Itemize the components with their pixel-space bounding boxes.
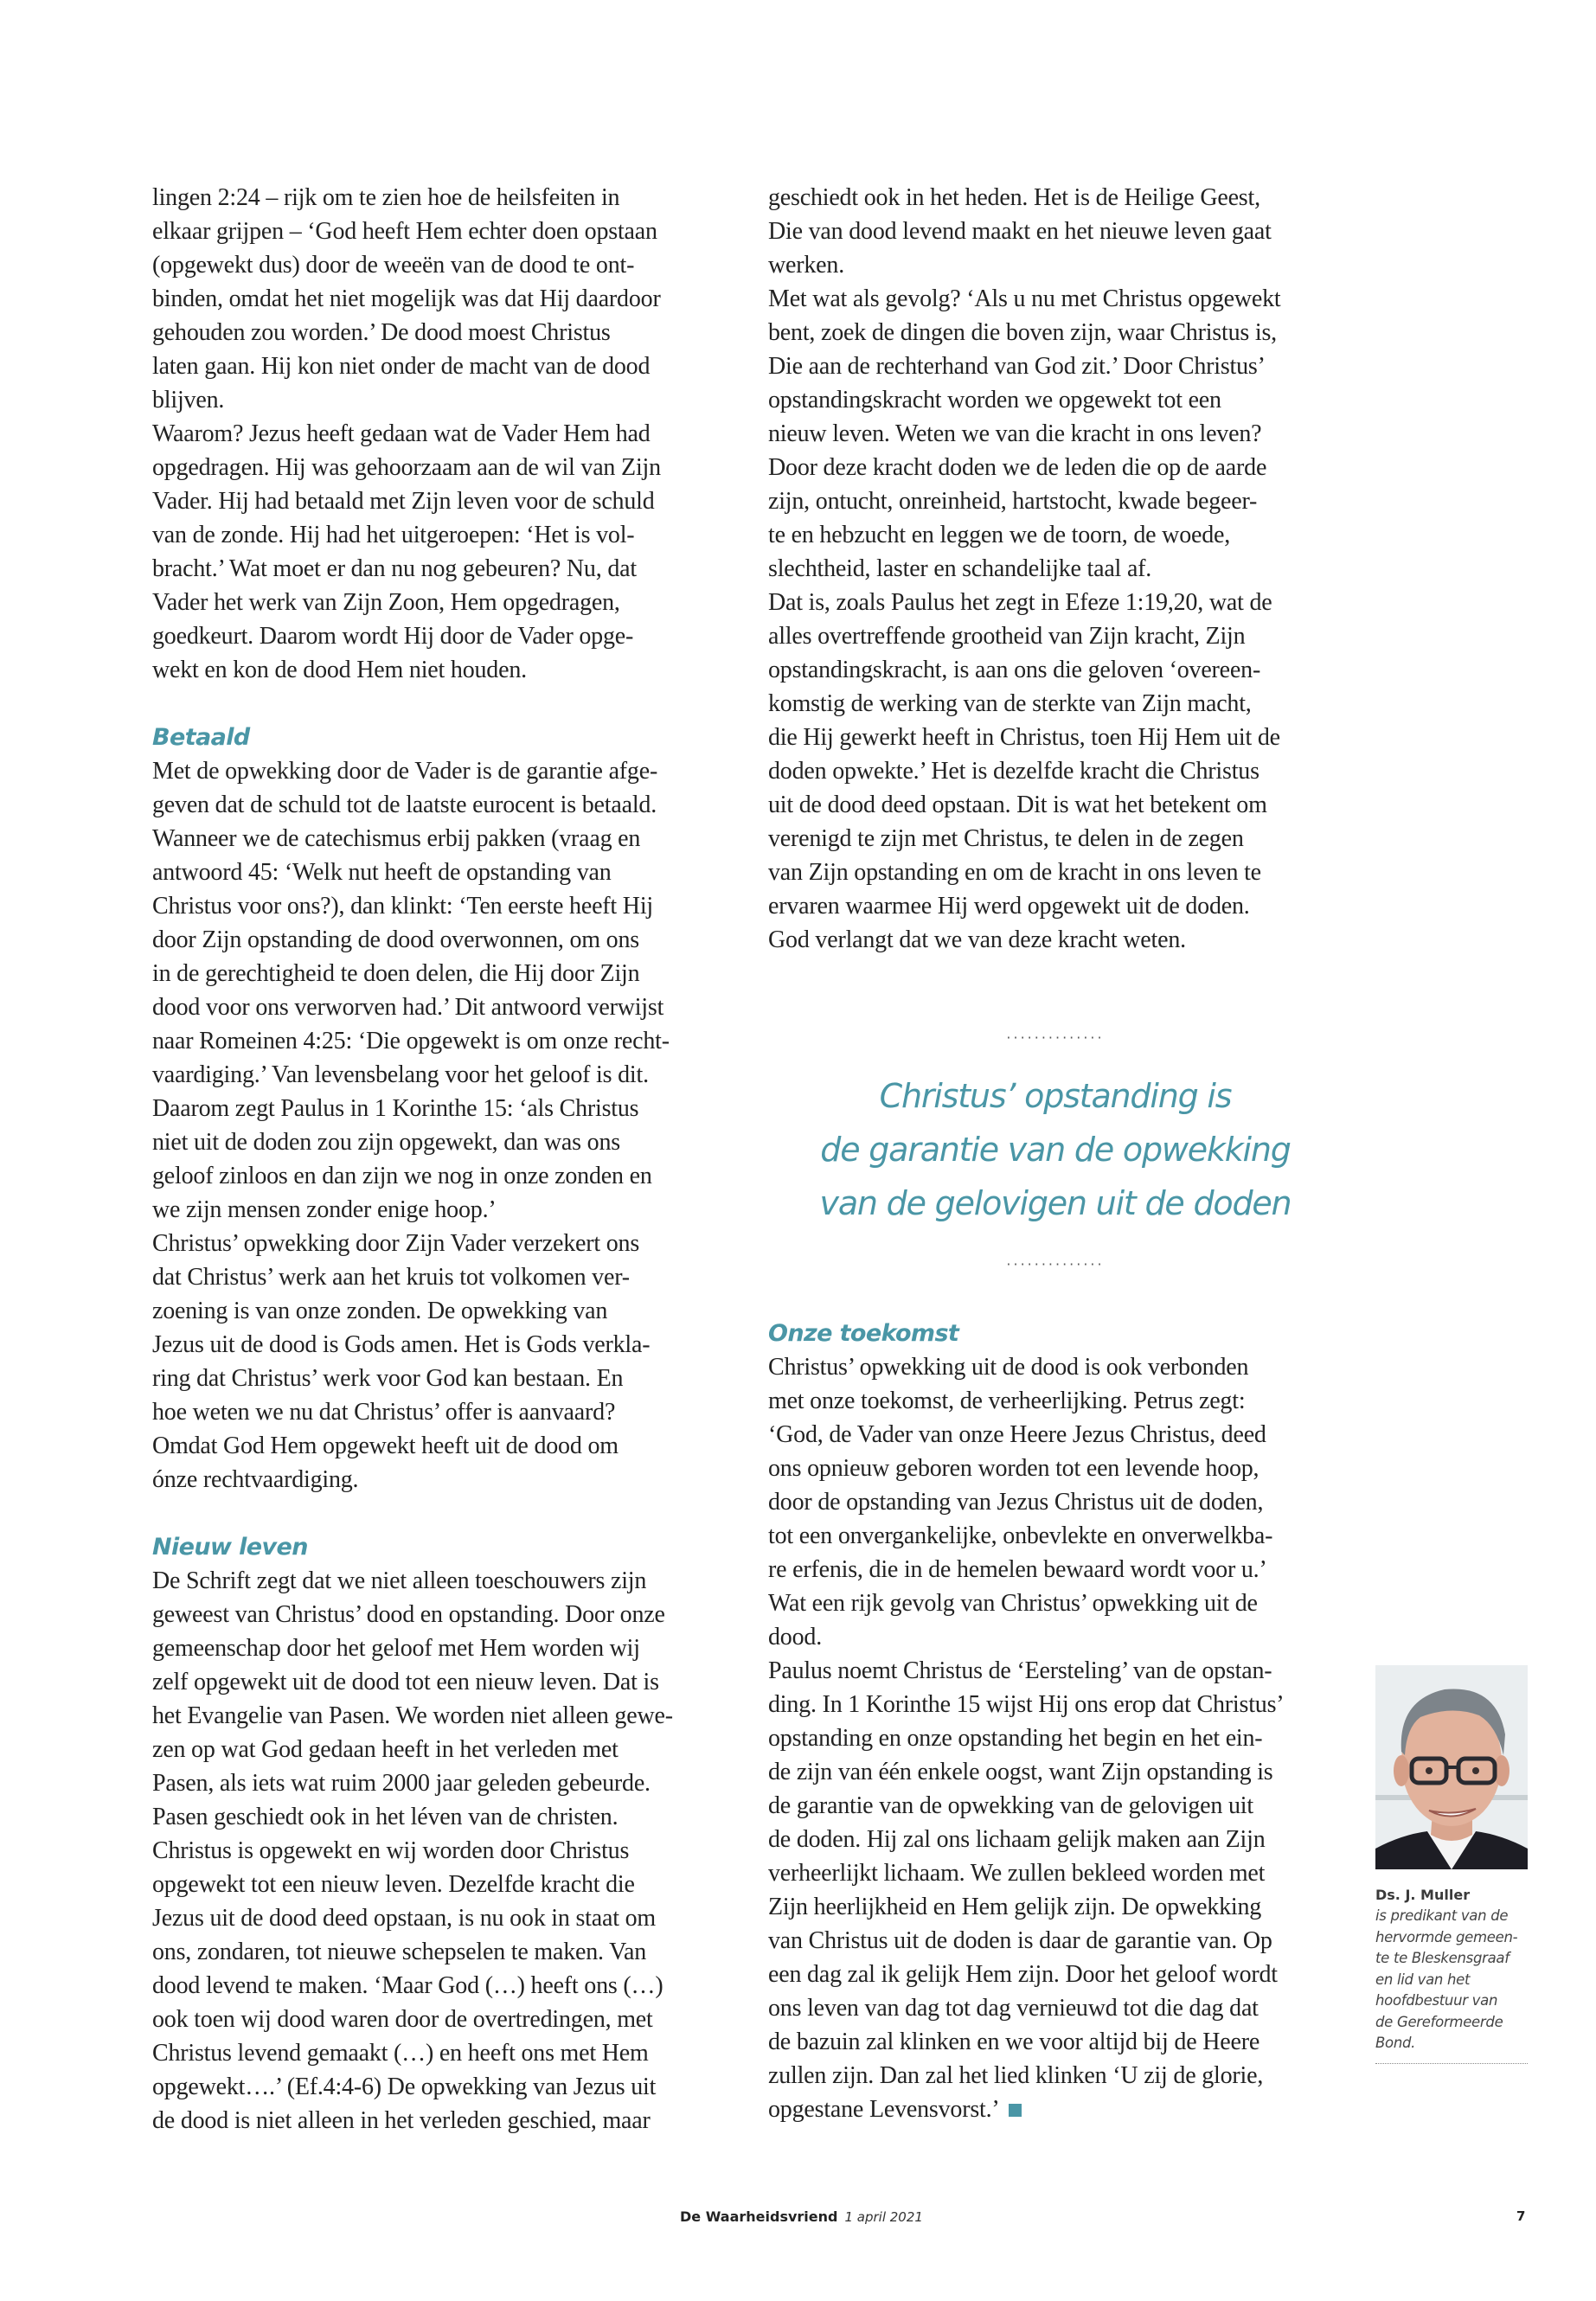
author-bio	[1375, 1906, 1531, 2054]
text-line-content: komstig de werking van de sterkte van Zijn macht,	[768, 690, 1252, 717]
text-line-content: Met wat als gevolg? ‘Als u nu met Christus opgewekt	[768, 285, 1281, 312]
end-of-article-square-icon	[1009, 2104, 1022, 2117]
text-line-content: opstandingskracht, is aan ons die geloven ‘overeen-	[768, 657, 1261, 683]
publication-date: 1 april 2021	[844, 2209, 923, 2225]
text-line-content: ‘God, de Vader van onze Heere Jezus Christus, deed	[768, 1421, 1266, 1448]
text-line	[768, 754, 1348, 788]
text-line	[768, 282, 1348, 316]
text-line	[152, 1564, 732, 1598]
text-line-content: binden, omdat het niet mogelijk was dat Hij daardoor	[152, 285, 661, 312]
text-line	[152, 1092, 732, 1125]
text-line	[152, 2104, 732, 2138]
paragraph	[152, 754, 732, 1227]
text-line	[152, 2003, 732, 2036]
text-line-content: Die van dood levend maakt en het nieuwe leven gaat	[768, 218, 1272, 245]
text-line	[152, 1665, 732, 1699]
text-line-content: van Zijn opstanding en om de kracht in ons leven te	[768, 859, 1261, 886]
text-line-content: de garantie van de opwekking van de gelovigen uit	[768, 1792, 1253, 1819]
text-line	[152, 1901, 732, 1935]
text-line-content: we zijn mensen zonder enige hoop.’	[152, 1196, 497, 1223]
paragraph	[152, 181, 732, 417]
text-line-content: tot een onvergankelijke, onbevlekte en onverwelkba-	[768, 1522, 1273, 1549]
text-line-content: dood.	[768, 1624, 823, 1650]
text-line	[152, 316, 732, 349]
text-line-content: doden opwekte.’ Het is dezelfde kracht die Christus	[768, 758, 1259, 785]
text-line	[152, 653, 732, 687]
text-line	[152, 1766, 732, 1800]
text-line-content: blijven.	[152, 387, 225, 413]
text-line-content: Jezus uit de dood is Gods amen. Het is Gods verkla-	[152, 1331, 651, 1358]
text-line	[152, 1125, 732, 1159]
text-line	[152, 215, 732, 248]
text-line	[768, 1890, 1348, 1924]
text-line	[152, 1362, 732, 1395]
text-line-content: Zijn heerlijkheid en Hem gelijk zijn. De opwekking	[768, 1894, 1262, 1920]
text-line	[768, 586, 1348, 619]
text-line	[152, 1463, 732, 1497]
article-column-right-bottom	[768, 1317, 1348, 2126]
author-bio-line: en lid van het	[1375, 1971, 1471, 1988]
text-line-content: Die aan de rechterhand van God zit.’ Door Christus’	[768, 353, 1266, 380]
text-line	[152, 484, 732, 518]
text-line	[768, 1991, 1348, 2025]
text-line	[768, 181, 1348, 215]
text-line	[152, 1058, 732, 1092]
text-line-content: opgewekt….’ (Ef.4:4-6) De opwekking van Jezus uit	[152, 2073, 657, 2100]
text-line	[768, 1789, 1348, 1823]
text-line-content: Christus is opgewekt en wij worden door Christus	[152, 1837, 630, 1864]
text-line	[152, 889, 732, 923]
text-line-content: Door deze kracht doden we de leden die op de aarde	[768, 454, 1267, 481]
text-line-content: goedkeurt. Daarom wordt Hij door de Vader opge-	[152, 623, 634, 650]
section-heading: Onze toekomst	[768, 1320, 959, 1347]
text-line-content: bracht.’ Wat moet er dan nu nog gebeuren? Nu, dat	[152, 555, 637, 582]
text-line-content: Met de opwekking door de Vader is de garantie afge-	[152, 758, 658, 785]
text-line-content: vaardiging.’ Van levensbelang voor het geloof is dit.	[152, 1061, 649, 1088]
author-divider	[1375, 2063, 1528, 2064]
text-line-content: een dag zal ik gelijk Hem zijn. Door het geloof wordt	[768, 1961, 1278, 1988]
text-line	[768, 2059, 1348, 2093]
text-line-content: ónze rechtvaardiging.	[152, 1466, 359, 1493]
text-line	[152, 990, 732, 1024]
portrait-image	[1375, 1665, 1528, 1869]
text-line	[152, 417, 732, 451]
text-line	[768, 1924, 1348, 1958]
section-heading: Betaald	[152, 724, 250, 751]
text-line-content: Waarom? Jezus heeft gedaan wat de Vader Hem had	[152, 420, 651, 447]
text-line-content: Jezus uit de dood deed opstaan, is nu ook in staat om	[152, 1905, 656, 1932]
text-line-content: alles overtreffende grootheid van Zijn kracht, Zijn	[768, 623, 1246, 650]
text-line-content: ons leven van dag tot dag vernieuwd tot die dag dat	[768, 1995, 1259, 2022]
text-line	[152, 2036, 732, 2070]
text-line-content: zoening is van onze zonden. De opwekking van	[152, 1298, 608, 1324]
text-line	[768, 1418, 1348, 1452]
paragraph	[768, 282, 1348, 586]
text-line-content: slechtheid, laster en schandelijke taal af.	[768, 555, 1152, 582]
text-line	[152, 1159, 732, 1193]
text-line	[768, 1688, 1348, 1721]
author-bio-line: is predikant van de	[1375, 1907, 1509, 1924]
text-line-content: (opgewekt dus) door de weeën van de dood te ont-	[152, 252, 635, 279]
article-column-left	[152, 181, 732, 2138]
paragraph	[768, 181, 1348, 282]
text-line-content: Pasen, als iets wat ruim 2000 jaar geleden gebeurde.	[152, 1770, 651, 1797]
text-line	[768, 1856, 1348, 1890]
text-line-content: hoe weten we nu dat Christus’ offer is aanvaard?	[152, 1399, 616, 1426]
text-line-content: verheerlijkt lichaam. We zullen bekleed worden met	[768, 1860, 1266, 1887]
text-line-content: ons opnieuw geboren worden tot een levende hoop,	[768, 1455, 1259, 1482]
text-line-content: laten gaan. Hij kon niet onder de macht van de dood	[152, 353, 651, 380]
text-line	[768, 215, 1348, 248]
text-line	[152, 1733, 732, 1766]
text-line-content: God verlangt dat we van deze kracht weten.	[768, 926, 1186, 953]
text-line	[768, 1620, 1348, 1654]
text-line	[768, 2025, 1348, 2059]
text-line	[152, 1800, 732, 1834]
text-line-content: opgedragen. Hij was gehoorzaam aan de wil van Zijn	[152, 454, 661, 481]
pull-quote-divider-top: ··············	[1006, 1029, 1105, 1046]
text-line	[768, 316, 1348, 349]
text-line-content: te en hebzucht en leggen we de toorn, de woede,	[768, 522, 1231, 548]
text-line-content: Daarom zegt Paulus in 1 Korinthe 15: ‘als Christus	[152, 1095, 639, 1122]
text-line	[768, 653, 1348, 687]
text-line	[152, 788, 732, 822]
text-line-content: de doden. Hij zal ons lichaam gelijk maken aan Zijn	[768, 1826, 1266, 1853]
text-line-content: re erfenis, die in de hemelen bewaard wordt voor u.’	[768, 1556, 1267, 1583]
text-line	[768, 1384, 1348, 1418]
text-line-content: het Evangelie van Pasen. We worden niet alleen gewe-	[152, 1702, 673, 1729]
text-line	[768, 923, 1348, 957]
text-line-content: geschiedt ook in het heden. Het is de Heilige Geest,	[768, 184, 1260, 211]
text-line	[768, 349, 1348, 383]
text-line	[768, 822, 1348, 856]
text-line-content: Paulus noemt Christus de ‘Eersteling’ van de opstan-	[768, 1657, 1272, 1684]
text-line	[152, 754, 732, 788]
text-line	[768, 1755, 1348, 1789]
text-line-content: opgewekt tot een nieuw leven. Dezelfde kracht die	[152, 1871, 635, 1898]
text-line-content: opgestane Levensvorst.’	[768, 2096, 1000, 2123]
text-line	[152, 248, 732, 282]
paragraph	[152, 417, 732, 687]
text-line	[768, 1721, 1348, 1755]
text-line	[152, 1328, 732, 1362]
text-line	[152, 1631, 732, 1665]
paragraph	[768, 1654, 1348, 2126]
text-line	[152, 586, 732, 619]
text-line-content: dat Christus’ werk aan het kruis tot volkomen ver-	[152, 1264, 630, 1291]
text-line	[152, 451, 732, 484]
text-line	[768, 417, 1348, 451]
text-line	[152, 1024, 732, 1058]
section-heading: Nieuw leven	[152, 1534, 308, 1561]
text-line	[152, 1193, 732, 1227]
text-line-content: zijn, ontucht, onreinheid, hartstocht, kwade begeer-	[768, 488, 1258, 515]
text-line	[768, 383, 1348, 417]
text-line-content: Wat een rijk gevolg van Christus’ opwekking uit de	[768, 1590, 1258, 1617]
text-line-content: niet uit de doden zou zijn opgewekt, dan was ons	[152, 1129, 620, 1156]
text-line-content: Vader. Hij had betaald met Zijn leven voor de schuld	[152, 488, 655, 515]
text-line-content: Omdat God Hem opgewekt heeft uit de dood om	[152, 1433, 619, 1459]
text-line-content: opstanding en onze opstanding het begin en het ein-	[768, 1725, 1263, 1752]
text-line-content: zen op wat God gedaan heeft in het verleden met	[152, 1736, 619, 1763]
text-line-content: elkaar grijpen – ‘God heeft Hem echter doen opstaan	[152, 218, 657, 245]
text-line-content: geven dat de schuld tot de laatste eurocent is betaald.	[152, 792, 657, 818]
paragraph	[768, 1350, 1348, 1654]
section-spacer	[152, 687, 732, 721]
paragraph	[152, 1227, 732, 1497]
text-line-content: gehouden zou worden.’ De dood moest Christus	[152, 319, 611, 346]
article-column-right	[768, 181, 1348, 957]
author-bio-line: te te Bleskensgraaf	[1375, 1950, 1509, 1966]
text-line	[768, 889, 1348, 923]
text-line-content: die Hij gewerkt heeft in Christus, toen Hij Hem uit de	[768, 724, 1280, 751]
text-line-content: zullen zijn. Dan zal het lied klinken ‘U zij de glorie,	[768, 2062, 1264, 2089]
text-line-content: lingen 2:24 – rijk om te zien hoe de heilsfeiten in	[152, 184, 620, 211]
author-name: Ds. J. Muller	[1375, 1887, 1471, 1903]
text-line-content: ook toen wij dood waren door de overtredingen, met	[152, 2006, 653, 2033]
text-line-content: Pasen geschiedt ook in het léven van de christen.	[152, 1804, 619, 1830]
pull-quote-text	[779, 1069, 1332, 1230]
text-line-content: van Christus uit de doden is daar de garantie van. Op	[768, 1927, 1272, 1954]
text-line-content: geweest van Christus’ dood en opstanding. Door onze	[152, 1601, 665, 1628]
text-line	[152, 619, 732, 653]
text-line	[152, 1699, 732, 1733]
publication-title: De Waarheidsvriend	[680, 2208, 838, 2225]
text-line	[152, 1598, 732, 1631]
text-line	[768, 451, 1348, 484]
text-line-content: dood voor ons verworven had.’ Dit antwoord verwijst	[152, 994, 664, 1021]
text-line-content: Christus levend gemaakt (…) en heeft ons met Hem	[152, 2040, 649, 2067]
text-line	[152, 1834, 732, 1868]
text-line	[768, 1654, 1348, 1688]
text-line	[152, 856, 732, 889]
text-line-content: zelf opgewekt uit de dood tot een nieuw leven. Dat is	[152, 1669, 659, 1695]
text-line-content: de zijn van één enkele oogst, want Zijn opstanding is	[768, 1759, 1273, 1785]
text-line	[152, 2070, 732, 2104]
text-line-content: De Schrift zegt dat we niet alleen toeschouwers zijn	[152, 1567, 647, 1594]
text-line	[768, 1485, 1348, 1519]
text-line-content: met onze toekomst, de verheerlijking. Petrus zegt:	[768, 1388, 1246, 1414]
text-line-content: door Zijn opstanding de dood overwonnen, om ons	[152, 926, 639, 953]
text-line	[152, 1260, 732, 1294]
text-line-content: dood levend te maken. ‘Maar God (…) heeft ons (…)	[152, 1972, 663, 1999]
text-line	[768, 788, 1348, 822]
text-line-content: de dood is niet alleen in het verleden geschied, maar	[152, 2107, 651, 2134]
author-bio-line: hoofdbestuur van	[1375, 1992, 1498, 2009]
text-line-content: ons, zondaren, tot nieuwe schepselen te maken. Van	[152, 1939, 647, 1965]
text-line-content: Christus’ opwekking uit de dood is ook verbonden	[768, 1354, 1249, 1381]
text-line	[152, 822, 732, 856]
text-line-content: ring dat Christus’ werk voor God kan bestaan. En	[152, 1365, 624, 1392]
text-line-content: ervaren waarmee Hij werd opgewekt uit de doden.	[768, 893, 1250, 920]
author-bio-line: hervormde gemeen-	[1375, 1928, 1518, 1945]
text-line	[152, 383, 732, 417]
text-line-content: nieuw leven. Weten we van die kracht in ons leven?	[768, 420, 1262, 447]
text-line	[768, 721, 1348, 754]
pull-quote-line: van de gelovigen uit de doden	[819, 1184, 1292, 1222]
text-line	[768, 1350, 1348, 1384]
text-line-content: door de opstanding van Jezus Christus uit de doden,	[768, 1489, 1264, 1516]
text-line	[152, 1969, 732, 2003]
text-line	[768, 1519, 1348, 1553]
text-line-content: wekt en kon de dood Hem niet houden.	[152, 657, 527, 683]
text-line-content: de bazuin zal klinken en we voor altijd bij de Heere	[768, 2029, 1260, 2055]
pull-quote-divider-bottom: ··············	[1006, 1256, 1105, 1272]
text-line	[152, 923, 732, 957]
pull-quote-line: de garantie van de opwekking	[820, 1131, 1291, 1169]
text-line	[152, 1395, 732, 1429]
author-photo	[1375, 1665, 1528, 1869]
text-line	[152, 181, 732, 215]
text-line	[768, 1586, 1348, 1620]
text-line	[152, 282, 732, 316]
text-line-content: werken.	[768, 252, 845, 279]
text-line	[768, 248, 1348, 282]
text-line	[152, 552, 732, 586]
text-line	[152, 1294, 732, 1328]
paragraph	[152, 1564, 732, 2138]
text-line-content: Vader het werk van Zijn Zoon, Hem opgedragen,	[152, 589, 620, 616]
page-number: 7	[1516, 2208, 1526, 2224]
pull-quote-line: Christus’ opstanding is	[879, 1077, 1232, 1115]
author-bio-line: Bond.	[1375, 2035, 1416, 2051]
text-line	[768, 1823, 1348, 1856]
text-line	[152, 957, 732, 990]
text-line-content: in de gerechtigheid te doen delen, die Hij door Zijn	[152, 960, 640, 987]
text-line-content: naar Romeinen 4:25: ‘Die opgewekt is om onze recht-	[152, 1028, 670, 1054]
text-line-content: ding. In 1 Korinthe 15 wijst Hij ons erop dat Christus’	[768, 1691, 1285, 1718]
text-line-content: opstandingskracht worden we opgewekt tot een	[768, 387, 1221, 413]
text-line-content: van de zonde. Hij had het uitgeroepen: ‘Het is vol-	[152, 522, 635, 548]
text-line	[768, 518, 1348, 552]
text-line-content: Dat is, zoals Paulus het zegt in Efeze 1:19,20, wat de	[768, 589, 1272, 616]
section-spacer	[152, 1497, 732, 1530]
text-line-content: Christus voor ons?), dan klinkt: ‘Ten eerste heeft Hij	[152, 893, 653, 920]
text-line	[768, 1958, 1348, 1991]
author-box	[1375, 1665, 1531, 2064]
text-line	[152, 518, 732, 552]
text-line-content: gemeenschap door het geloof met Hem worden wij	[152, 1635, 640, 1662]
author-bio-line: de Gereformeerde	[1375, 2013, 1503, 2030]
text-line-content: Christus’ opwekking door Zijn Vader verzekert ons	[152, 1230, 640, 1257]
text-line	[768, 484, 1348, 518]
text-line	[152, 1868, 732, 1901]
text-line	[768, 856, 1348, 889]
text-line	[152, 1227, 732, 1260]
text-line	[152, 1429, 732, 1463]
text-line-content: Wanneer we de catechismus erbij pakken (vraag en	[152, 825, 641, 852]
text-line	[768, 1553, 1348, 1586]
text-line	[768, 552, 1348, 586]
text-line-content: uit de dood deed opstaan. Dit is wat het betekent om	[768, 792, 1267, 818]
text-line-content: bent, zoek de dingen die boven zijn, waar Christus is,	[768, 319, 1277, 346]
footer-publication	[680, 2208, 923, 2225]
paragraph	[768, 586, 1348, 957]
text-line	[152, 349, 732, 383]
text-line-content: verenigd te zijn met Christus, te delen in de zegen	[768, 825, 1244, 852]
text-line	[768, 619, 1348, 653]
text-line	[768, 687, 1348, 721]
pull-quote	[779, 1029, 1332, 1273]
text-line	[768, 1452, 1348, 1485]
text-line-content: antwoord 45: ‘Welk nut heeft de opstanding van	[152, 859, 612, 886]
text-line	[768, 2093, 1348, 2126]
text-line-content: geloof zinloos en dan zijn we nog in onze zonden en	[152, 1163, 652, 1189]
text-line	[152, 1935, 732, 1969]
